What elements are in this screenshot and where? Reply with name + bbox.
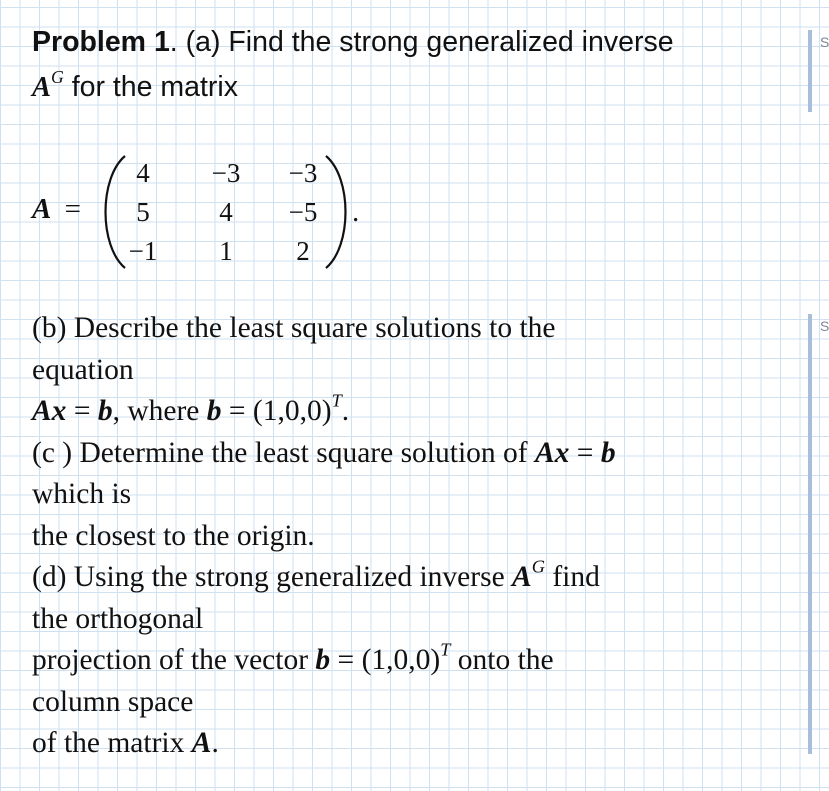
part-d-A: A: [512, 561, 532, 593]
matrix-cell-r2c2: 4: [219, 197, 233, 227]
matrix-symbol-AG: A: [32, 72, 52, 103]
matrix-period: .: [352, 196, 360, 228]
part-d-matrix-text: of the matrix: [32, 727, 192, 759]
part-c-text: (c ) Determine the least square solution of: [32, 436, 535, 469]
side-bar-top: [808, 30, 812, 112]
part-d-text: (d) Using the strong generalized inverse: [32, 561, 513, 593]
part-d-line5: [32, 723, 616, 765]
problem-label: Problem 1: [32, 26, 170, 58]
part-c-line2: which is: [32, 478, 132, 510]
part-b-line2: equation: [32, 353, 134, 386]
part-b-eq2: =: [228, 395, 246, 427]
problem-heading: [32, 26, 674, 59]
part-c-Ax: Ax: [534, 436, 570, 469]
side-bar-bottom: [808, 314, 812, 754]
part-c-b: b: [600, 436, 616, 469]
part-d-superscript-G: G: [531, 556, 545, 577]
matrix-lhs: [32, 193, 81, 226]
problem-heading-line2: [32, 66, 238, 104]
matrix-cell-r1c1: 4: [136, 158, 150, 188]
part-d-projection-text: projection of the vector: [32, 644, 316, 676]
problem-heading-line2-text: for the matrix: [71, 71, 238, 103]
part-d-line2: the orthogonal: [32, 602, 204, 635]
part-d-find: find: [544, 561, 600, 593]
matrix-cell-r3c1: −1: [128, 236, 158, 266]
part-d-A-final: A: [191, 727, 212, 759]
part-b-equation: [32, 391, 616, 433]
part-d-line3: [32, 640, 616, 682]
matrix-cell-r3c2: 1: [219, 236, 233, 266]
problem-heading-text: . (a) Find the strong generalized inverse: [169, 26, 674, 58]
part-b-Ax: Ax: [32, 395, 67, 427]
part-b-where: , where: [112, 395, 207, 427]
matrix-name: A: [32, 193, 52, 225]
part-b-b2: b: [206, 395, 222, 427]
matrix-cell-r1c3: −3: [288, 158, 318, 188]
part-d-b: b: [315, 644, 331, 676]
matrix-cell-r3c3: 2: [296, 236, 310, 266]
part-d-vector: (1,0,0): [361, 644, 441, 676]
matrix-cell-r1c2: −3: [211, 158, 241, 188]
part-b-eq: =: [73, 395, 91, 427]
part-c-eq: =: [576, 436, 594, 469]
part-d-transpose: T: [440, 639, 451, 660]
part-b-b: b: [97, 395, 113, 427]
superscript-G: G: [51, 66, 64, 87]
part-d-onto: onto the: [450, 644, 554, 676]
part-d-final-period: .: [211, 727, 219, 759]
matrix-cell-r2c3: −5: [288, 197, 318, 227]
matrix-equals: =: [64, 193, 81, 225]
side-mark-bottom: S: [820, 318, 829, 334]
part-b-transpose: T: [331, 390, 342, 411]
part-b-period: .: [341, 395, 350, 427]
part-d-eq: =: [337, 644, 355, 676]
parts-body: [32, 308, 616, 765]
part-c-line1: [32, 433, 616, 475]
part-d-line1: [32, 557, 616, 599]
part-d-line4: column space: [32, 685, 194, 718]
part-b-vector: (1,0,0): [252, 395, 332, 427]
part-b-line1: (b) Describe the least square solutions to the: [32, 312, 556, 344]
side-mark-top: S: [820, 34, 829, 50]
matrix-cell-r2c1: 5: [136, 197, 150, 227]
part-c-line3: the closest to the origin.: [32, 519, 315, 552]
